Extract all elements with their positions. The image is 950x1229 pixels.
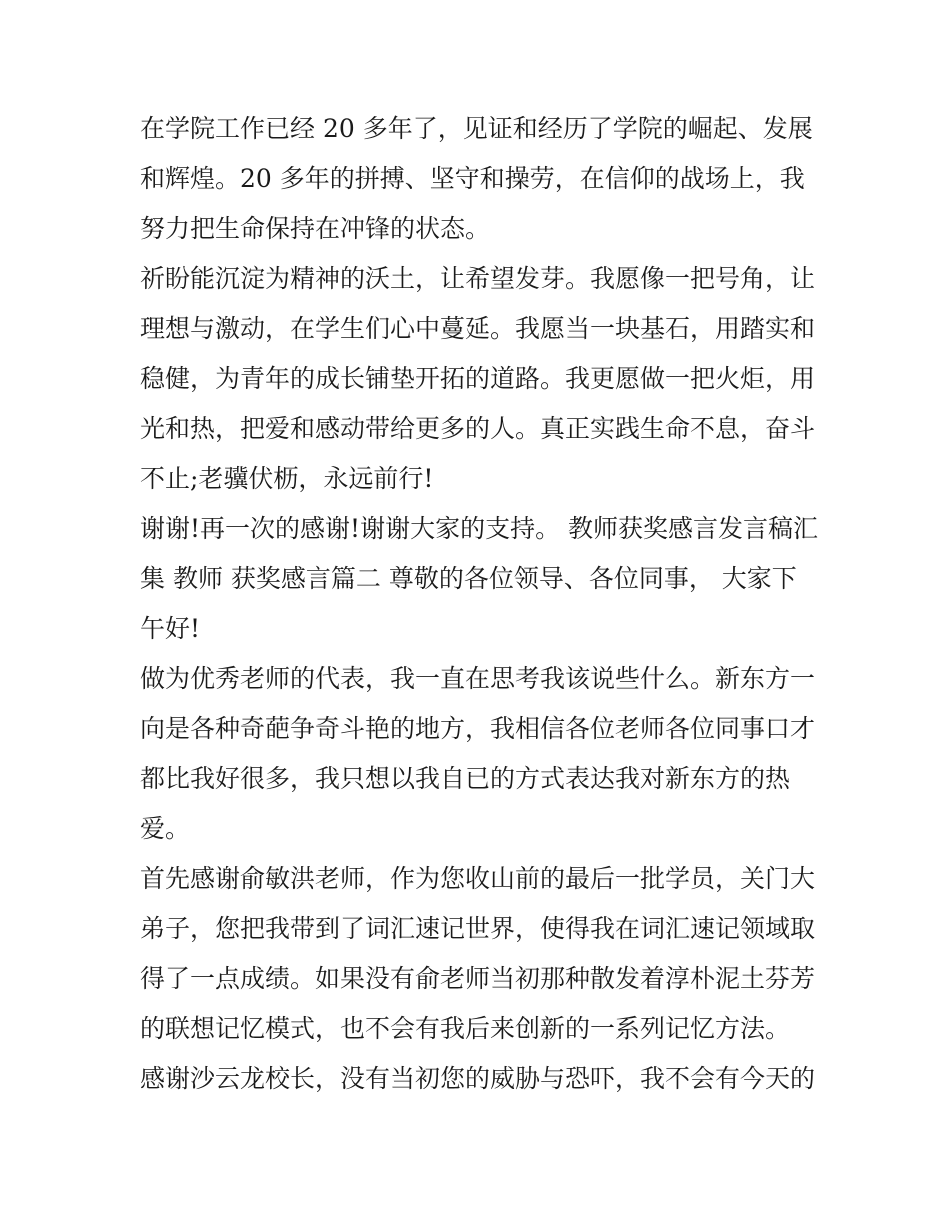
text-line: 在学院工作已经 20 多年了，见证和经历了学院的崛起、发展 (140, 114, 813, 143)
text-line: 光和热，把爱和感动带给更多的人。真正实践生命不息，奋斗 (140, 414, 816, 443)
text-line: 集 教师 获奖感言篇二 尊敬的各位领导、各位同事， 大家下 (140, 564, 797, 593)
paragraph-4 (140, 654, 820, 854)
text-line: 爱。 (140, 814, 191, 843)
text-line: 做为优秀老师的代表，我一直在思考我该说些什么。新东方一 (140, 664, 816, 693)
text-line: 理想与激动，在学生们心中蔓延。我愿当一块基石，用踏实和 (140, 314, 816, 343)
text-line: 不止;老骥伏枥，永远前行! (140, 464, 434, 493)
paragraph-3 (140, 504, 820, 654)
text-line: 都比我好很多，我只想以我自已的方式表达我对新东方的热 (140, 764, 791, 793)
text-line: 弟子，您把我带到了词汇速记世界，使得我在词汇速记领域取 (140, 914, 816, 943)
text-line: 得了一点成绩。如果没有俞老师当初那种散发着淳朴泥土芬芳 (140, 964, 816, 993)
text-line: 向是各种奇葩争奇斗艳的地方，我相信各位老师各位同事口才 (140, 714, 816, 743)
text-line: 努力把生命保持在冲锋的状态。 (140, 214, 491, 243)
text-line: 和辉煌。20 多年的拼搏、坚守和操劳，在信仰的战场上，我 (140, 164, 805, 193)
text-line: 感谢沙云龙校长，没有当初您的威胁与恐吓，我不会有今天的 (140, 1064, 816, 1093)
text-line: 谢谢!再一次的感谢!谢谢大家的支持。 教师获奖感言发言稿汇 (140, 514, 819, 543)
paragraph-1 (140, 104, 820, 254)
paragraph-2 (140, 254, 820, 504)
text-line: 首先感谢俞敏洪老师，作为您收山前的最后一批学员，关门大 (140, 864, 816, 893)
text-line: 稳健，为青年的成长铺垫开拓的道路。我更愿做一把火炬，用 (140, 364, 816, 393)
text-line: 祈盼能沉淀为精神的沃土，让希望发芽。我愿像一把号角，让 (140, 264, 816, 293)
text-line: 午好! (140, 614, 201, 643)
paragraph-5 (140, 854, 820, 1054)
document-page (140, 104, 820, 1104)
text-line: 的联想记忆模式，也不会有我后来创新的一系列记忆方法。 (140, 1014, 791, 1043)
paragraph-6 (140, 1054, 820, 1104)
